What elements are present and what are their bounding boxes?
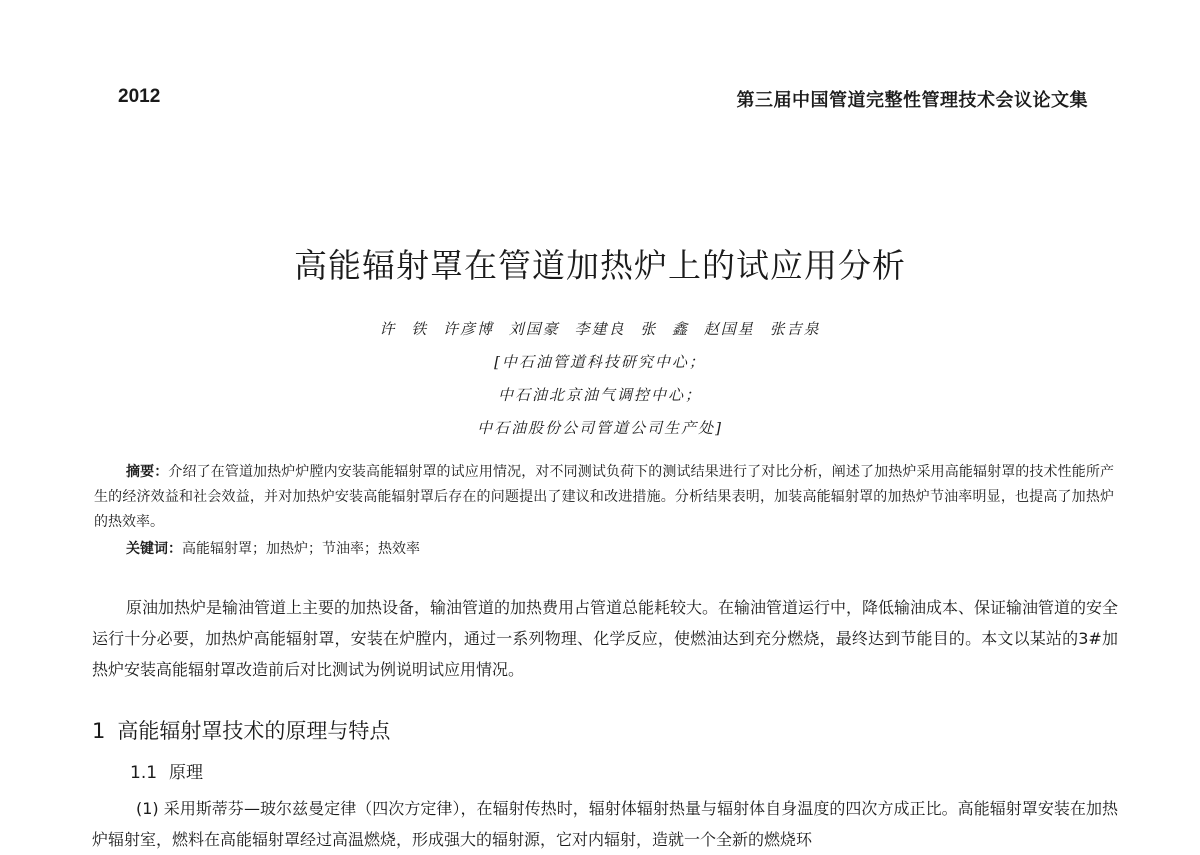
author-list: 许 铁 许彦博 刘国豪 李建良 张 鑫 赵国星 张吉泉 [379,320,821,338]
header-year: 2012 [118,86,161,107]
paper-title: 高能辐射罩在管道加热炉上的试应用分析 [294,246,906,285]
abstract-text: 介绍了在管道加热炉炉膛内安装高能辐射罩的试应用情况，对不同测试负荷下的测试结果进行了对比分析，阐述了加热炉采用高能辐射罩的技术性能所产生的经济效益和社会效益，并对加热炉安装高能辐射罩后存在的问题提出了建议和改进措施。分析结果表明，加装高能辐射罩的加热炉节油率明显，也提高了加热炉的热效率。 [94,464,1115,530]
intro-paragraph: 原油加热炉是输油管道上主要的加热设备，输油管道的加热费用占管道总能耗较大。在输油管道运行中，降低输油成本、保证输油管道的安全运行十分必要，加热炉高能辐射罩，安装在炉膛内，通过一系列物理、化学反应，使燃油达到充分燃烧，最终达到节能目的。本文以某站的3#加热炉安装高能辐射罩改造前后对比测试为例说明试应用情况。 [92,598,1119,679]
section-heading-1 [92,715,390,745]
section-title: 高能辐射罩技术的原理与特点 [117,719,391,743]
subsection-heading-1-1 [130,758,203,783]
abstract [94,460,1114,535]
principle-paragraph: (1) 采用斯蒂芬—玻尔兹曼定律（四次方定律），在辐射传热时，辐射体辐射热量与辐射体自身温度的四次方成正比。高能辐射罩安装在加热炉辐射室，燃料在高能辐射罩经过高温燃烧，形成强大的辐射源，它对内辐射，造就一个全新的燃烧环 [92,799,1118,849]
proceedings-title: 第三届中国管道完整性管理技术会议论文集 [736,90,1088,111]
keywords-label: 关键词： [126,541,182,557]
affiliation-3: 中石油股份公司管道公司生产处] [477,419,723,437]
section-number: 1 [92,719,106,743]
affiliation-1: [中石油管道科技研究中心； [494,353,706,371]
subsection-number: 1.1 [130,763,158,783]
keywords-text: 高能辐射罩；加热炉；节油率；热效率 [182,541,420,557]
subsection-title: 原理 [169,763,204,783]
keywords [126,537,1026,562]
abstract-label: 摘要： [126,464,169,480]
affiliation-2: 中石油北京油气调控中心； [497,386,702,404]
running-header [118,86,1088,116]
